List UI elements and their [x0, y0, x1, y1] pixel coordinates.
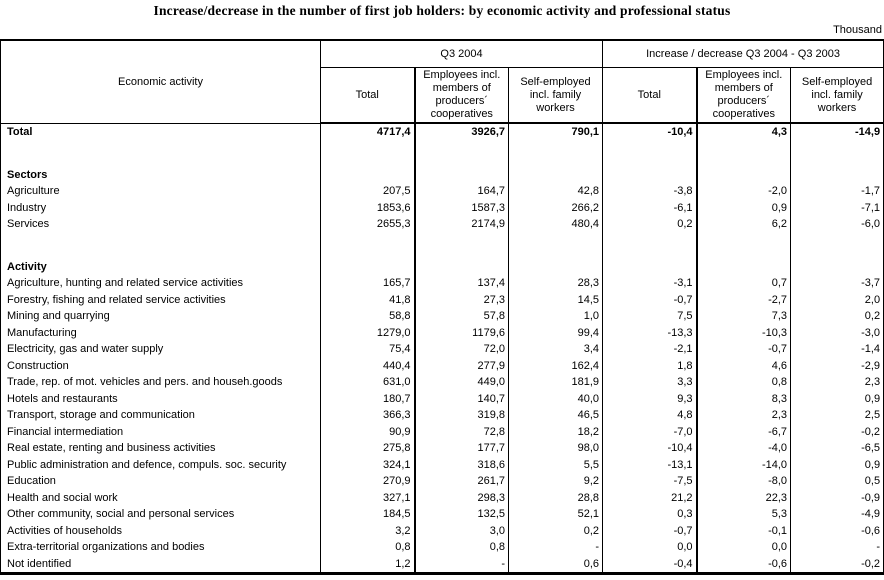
- cell-value: -1,4: [861, 343, 881, 356]
- cell-value: 165,7: [321, 275, 415, 292]
- cell-value: [509, 259, 603, 276]
- cell-economic-activity: Health and social work: [1, 490, 321, 507]
- cell-value: 449,0: [415, 374, 509, 391]
- cell-value: [697, 167, 791, 184]
- cell-economic-activity: Agriculture, hunting and related service activities: [1, 275, 321, 292]
- cell-value: [791, 167, 884, 184]
- cell-value: -0,7: [603, 523, 697, 540]
- cell-economic-activity: Construction: [1, 358, 321, 375]
- table-row: [1, 539, 884, 556]
- cell-value: 90,9: [321, 424, 415, 441]
- q3-selfemployed-header: Self-employed incl. family workers: [509, 68, 603, 124]
- cell-value: -1,7: [861, 185, 881, 198]
- cell-value: 3926,7: [415, 123, 509, 141]
- cell-value: -4,9: [861, 508, 881, 521]
- table-row: [1, 473, 884, 490]
- cell-value: 177,7: [415, 440, 509, 457]
- cell-value: 0,9: [864, 392, 881, 405]
- cell-value: 1,0: [509, 308, 603, 325]
- cell-value: 1853,6: [321, 200, 415, 217]
- cell-value: -0,7: [603, 292, 697, 309]
- cell-value: 2,3: [864, 376, 881, 389]
- cell-value: 0,0: [603, 539, 697, 556]
- cell-value: 1179,6: [415, 325, 509, 342]
- cell-value: 4717,4: [321, 123, 415, 141]
- cell-value: [509, 167, 603, 184]
- table-row: [1, 325, 884, 342]
- cell-value: 0,9: [864, 458, 881, 471]
- cell-value: 162,4: [509, 358, 603, 375]
- cell-value: 5,3: [697, 506, 791, 523]
- cell-economic-activity: Sectors: [1, 167, 321, 184]
- cell-value: -7,5: [603, 473, 697, 490]
- cell-value: -13,1: [603, 457, 697, 474]
- cell-value: 164,7: [415, 183, 509, 200]
- cell-value: 40,0: [509, 391, 603, 408]
- cell-value: 0,2: [509, 523, 603, 540]
- cell-value: -10,3: [697, 325, 791, 342]
- cell-economic-activity: Trade, rep. of mot. vehicles and pers. and househ.goods: [1, 374, 321, 391]
- cell-value: [791, 259, 884, 276]
- cell-value: [603, 259, 697, 276]
- cell-value: -: [415, 556, 509, 574]
- cell-value: [415, 233, 509, 259]
- cell-economic-activity: Hotels and restaurants: [1, 391, 321, 408]
- cell-economic-activity: Industry: [1, 200, 321, 217]
- cell-value: [321, 233, 415, 259]
- table-row: [1, 183, 884, 200]
- cell-value: -3,1: [603, 275, 697, 292]
- incr-total-header: Total: [603, 68, 697, 124]
- cell-value: -0,2: [861, 557, 881, 570]
- cell-value: [603, 233, 697, 259]
- cell-value: 140,7: [415, 391, 509, 408]
- cell-value: -14,9: [854, 126, 881, 139]
- cell-economic-activity: Public administration and defence, compuls. soc. security: [1, 457, 321, 474]
- cell-value: 266,2: [509, 200, 603, 217]
- cell-value: -7,1: [861, 201, 881, 214]
- cell-value: 75,4: [321, 341, 415, 358]
- cell-value: 27,3: [415, 292, 509, 309]
- table-row: [1, 440, 884, 457]
- cell-value: 1,2: [321, 556, 415, 574]
- table-header: [1, 40, 884, 123]
- cell-value: -0,6: [861, 524, 881, 537]
- cell-value: 2,5: [864, 409, 881, 422]
- cell-value: -8,0: [697, 473, 791, 490]
- cell-value: -10,4: [603, 440, 697, 457]
- cell-value: -0,9: [861, 491, 881, 504]
- cell-value: -13,3: [603, 325, 697, 342]
- cell-value: [697, 233, 791, 259]
- cell-value: 0,3: [603, 506, 697, 523]
- cell-value: 72,8: [415, 424, 509, 441]
- group-header-q3-2004: Q3 2004: [321, 40, 603, 68]
- cell-value: 0,8: [415, 539, 509, 556]
- cell-value: -2,9: [861, 359, 881, 372]
- cell-value: [697, 141, 791, 167]
- cell-value: 0,8: [321, 539, 415, 556]
- cell-value: 2,0: [864, 293, 881, 306]
- cell-value: 1,8: [603, 358, 697, 375]
- cell-value: 324,1: [321, 457, 415, 474]
- cell-economic-activity: Not identified: [1, 556, 321, 574]
- table-row: [1, 374, 884, 391]
- cell-value: -: [876, 541, 881, 554]
- cell-economic-activity: Financial intermediation: [1, 424, 321, 441]
- cell-value: 480,4: [509, 216, 603, 233]
- incr-selfemployed-header: Self-employed incl. family workers: [791, 68, 884, 124]
- cell-value: 0,0: [697, 539, 791, 556]
- cell-value: 0,7: [697, 275, 791, 292]
- cell-economic-activity: Real estate, renting and business activities: [1, 440, 321, 457]
- cell-value: 72,0: [415, 341, 509, 358]
- cell-value: -14,0: [697, 457, 791, 474]
- cell-value: [697, 259, 791, 276]
- cell-value: 3,0: [415, 523, 509, 540]
- cell-economic-activity: Electricity, gas and water supply: [1, 341, 321, 358]
- cell-value: -0,4: [603, 556, 697, 574]
- cell-value: -10,4: [603, 123, 697, 141]
- cell-value: 46,5: [509, 407, 603, 424]
- cell-value: 9,3: [603, 391, 697, 408]
- cell-value: -2,7: [697, 292, 791, 309]
- table-row: [1, 506, 884, 523]
- cell-value: 318,6: [415, 457, 509, 474]
- cell-value: -4,0: [697, 440, 791, 457]
- cell-value: -2,1: [603, 341, 697, 358]
- cell-economic-activity: Other community, social and personal services: [1, 506, 321, 523]
- cell-value: [321, 141, 415, 167]
- cell-value: 52,1: [509, 506, 603, 523]
- cell-value: -6,0: [861, 218, 881, 231]
- cell-value: [415, 167, 509, 184]
- cell-value: [321, 259, 415, 276]
- table-row: [1, 200, 884, 217]
- cell-economic-activity: Manufacturing: [1, 325, 321, 342]
- incr-employees-header: Employees incl. members of producers´ cooperatives: [697, 68, 791, 124]
- table-row: [1, 275, 884, 292]
- cell-value: -6,1: [603, 200, 697, 217]
- cell-economic-activity: Activities of households: [1, 523, 321, 540]
- cell-value: 3,4: [509, 341, 603, 358]
- cell-value: 58,8: [321, 308, 415, 325]
- table-row: [1, 123, 884, 141]
- economic-activity-header: Economic activity: [1, 40, 321, 123]
- cell-value: 790,1: [509, 123, 603, 141]
- cell-economic-activity: Total: [1, 123, 321, 141]
- cell-value: 0,2: [603, 216, 697, 233]
- cell-value: [415, 141, 509, 167]
- cell-value: 319,8: [415, 407, 509, 424]
- cell-value: 41,8: [321, 292, 415, 309]
- cell-value: 99,4: [509, 325, 603, 342]
- cell-value: 298,3: [415, 490, 509, 507]
- cell-value: 9,2: [509, 473, 603, 490]
- cell-value: 57,8: [415, 308, 509, 325]
- cell-value: 270,9: [321, 473, 415, 490]
- cell-economic-activity: [1, 141, 321, 167]
- cell-value: -: [509, 539, 603, 556]
- table-row: [1, 358, 884, 375]
- table-body: [1, 123, 884, 574]
- cell-value: 261,7: [415, 473, 509, 490]
- cell-value: 1279,0: [321, 325, 415, 342]
- cell-economic-activity: Forestry, fishing and related service activities: [1, 292, 321, 309]
- cell-economic-activity: Activity: [1, 259, 321, 276]
- table-row: [1, 523, 884, 540]
- cell-value: 3,2: [321, 523, 415, 540]
- cell-value: [791, 233, 884, 259]
- cell-value: 8,3: [697, 391, 791, 408]
- cell-economic-activity: Agriculture: [1, 183, 321, 200]
- cell-value: [603, 141, 697, 167]
- table-row: [1, 141, 884, 167]
- table-row: [1, 259, 884, 276]
- cell-value: 0,6: [509, 556, 603, 574]
- cell-value: 4,3: [697, 123, 791, 141]
- cell-value: 4,8: [603, 407, 697, 424]
- cell-economic-activity: Mining and quarrying: [1, 308, 321, 325]
- cell-value: -0,1: [697, 523, 791, 540]
- cell-value: [415, 259, 509, 276]
- cell-value: 98,0: [509, 440, 603, 457]
- cell-value: 7,5: [603, 308, 697, 325]
- cell-value: 132,5: [415, 506, 509, 523]
- q3-employees-header: Employees incl. members of producers´ cooperatives: [415, 68, 509, 124]
- table-row: [1, 490, 884, 507]
- group-header-increase-decrease: Increase / decrease Q3 2004 - Q3 2003: [603, 40, 884, 68]
- cell-value: 207,5: [321, 183, 415, 200]
- cell-value: 440,4: [321, 358, 415, 375]
- cell-value: [603, 167, 697, 184]
- cell-value: 0,2: [864, 310, 881, 323]
- cell-value: 22,3: [697, 490, 791, 507]
- cell-value: 181,9: [509, 374, 603, 391]
- cell-value: -7,0: [603, 424, 697, 441]
- cell-value: 277,9: [415, 358, 509, 375]
- cell-economic-activity: [1, 233, 321, 259]
- table-row: [1, 167, 884, 184]
- cell-economic-activity: Extra-territorial organizations and bodies: [1, 539, 321, 556]
- cell-value: 5,5: [509, 457, 603, 474]
- cell-value: 0,5: [864, 475, 881, 488]
- cell-value: 2174,9: [415, 216, 509, 233]
- cell-value: -0,2: [861, 425, 881, 438]
- cell-value: 42,8: [509, 183, 603, 200]
- cell-value: [321, 167, 415, 184]
- cell-value: 631,0: [321, 374, 415, 391]
- table-row: [1, 556, 884, 574]
- table-row: [1, 424, 884, 441]
- cell-value: 28,3: [509, 275, 603, 292]
- cell-value: 21,2: [603, 490, 697, 507]
- cell-value: 2,3: [697, 407, 791, 424]
- cell-value: 0,9: [697, 200, 791, 217]
- cell-value: [509, 141, 603, 167]
- cell-economic-activity: Education: [1, 473, 321, 490]
- cell-value: -3,7: [861, 277, 881, 290]
- table-row: [1, 308, 884, 325]
- cell-value: 0,8: [697, 374, 791, 391]
- table-row: [1, 391, 884, 408]
- header-group-row: [1, 40, 884, 68]
- cell-value: -6,7: [697, 424, 791, 441]
- cell-value: 6,2: [697, 216, 791, 233]
- cell-value: [791, 141, 884, 167]
- table-row: [1, 292, 884, 309]
- unit-label: Thousand: [833, 24, 882, 36]
- cell-economic-activity: Transport, storage and communication: [1, 407, 321, 424]
- cell-value: -0,6: [697, 556, 791, 574]
- table-row: [1, 341, 884, 358]
- table-row: [1, 216, 884, 233]
- cell-value: 4,6: [697, 358, 791, 375]
- cell-value: [509, 233, 603, 259]
- cell-value: 184,5: [321, 506, 415, 523]
- table-row: [1, 407, 884, 424]
- cell-value: -3,8: [603, 183, 697, 200]
- cell-value: 1587,3: [415, 200, 509, 217]
- cell-value: -2,0: [697, 183, 791, 200]
- page-title: Increase/decrease in the number of first job holders: by economic activity and professional status: [153, 3, 731, 18]
- economic-activity-table: [0, 39, 884, 575]
- cell-value: 137,4: [415, 275, 509, 292]
- cell-value: 14,5: [509, 292, 603, 309]
- table-row: [1, 233, 884, 259]
- cell-value: -0,7: [697, 341, 791, 358]
- cell-value: 366,3: [321, 407, 415, 424]
- cell-value: 7,3: [697, 308, 791, 325]
- cell-value: -6,5: [861, 442, 881, 455]
- cell-value: 18,2: [509, 424, 603, 441]
- cell-value: 28,8: [509, 490, 603, 507]
- cell-value: 2655,3: [321, 216, 415, 233]
- cell-economic-activity: Services: [1, 216, 321, 233]
- cell-value: 180,7: [321, 391, 415, 408]
- cell-value: 3,3: [603, 374, 697, 391]
- cell-value: 327,1: [321, 490, 415, 507]
- cell-value: -3,0: [861, 326, 881, 339]
- q3-total-header: Total: [321, 68, 415, 124]
- cell-value: 275,8: [321, 440, 415, 457]
- table-row: [1, 457, 884, 474]
